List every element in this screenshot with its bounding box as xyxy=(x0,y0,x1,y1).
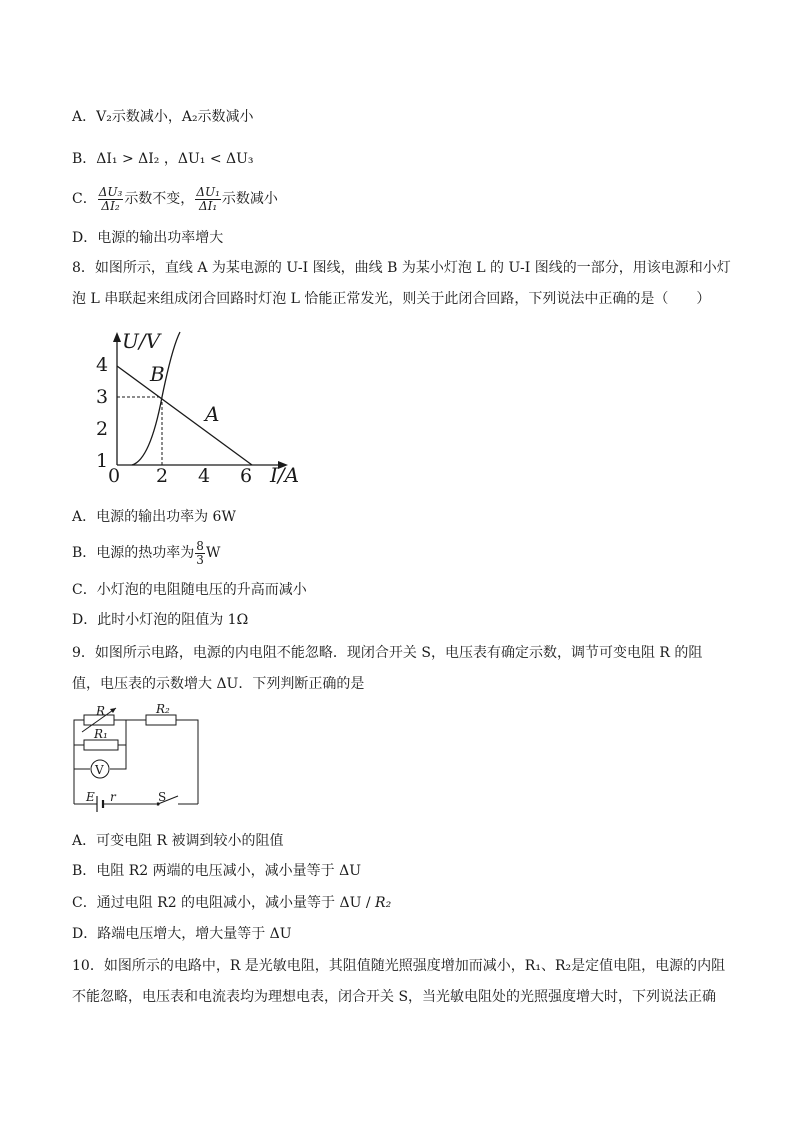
emf-label: E xyxy=(86,790,95,804)
q9-option-c-text: C．通过电阻 R2 的电阻减小，减小量等于 ΔU / xyxy=(72,895,376,911)
voltmeter-label: V xyxy=(95,763,104,777)
q8-option-c: C．小灯泡的电阻随电压的升高而减小 xyxy=(72,582,307,598)
line-a xyxy=(117,366,252,465)
q9-option-c xyxy=(72,894,391,912)
q8-stem-line-1: 8．如图所示，直线 A 为某电源的 U-I 图线，曲线 B 为某小灯泡 L 的 U-I 图线的一部分，用该电源和小灯 xyxy=(72,260,731,276)
q8-option-b-prefix: B．电源的热功率为 xyxy=(72,545,195,561)
internal-resistance-label: r xyxy=(110,790,116,804)
fraction-denominator: ΔI₂ xyxy=(101,198,120,213)
q8-option-b-unit: W xyxy=(205,545,221,561)
fraction-denominator: ΔI₁ xyxy=(199,198,218,213)
q8-option-b xyxy=(72,536,220,570)
resistor-r2 xyxy=(146,715,176,725)
q8-option-b-fraction xyxy=(195,540,205,567)
q10-stem-line-2: 不能忽略，电压表和电流表均为理想电表，闭合开关 S，当光敏电阻处的光照强度增大时，下列说法正确 xyxy=(72,989,717,1005)
x-axis-label: I/A xyxy=(270,463,300,487)
q9-stem-line-2: 值，电压表的示数增大 ΔU．下列判断正确的是 xyxy=(72,676,365,692)
q7-option-b: B．ΔI₁ > ΔI₂ ，ΔU₁ < ΔU₃ xyxy=(72,151,254,167)
q8-option-d: D．此时小灯泡的阻值为 1Ω xyxy=(72,612,249,628)
q7-option-c-mid: 示数不变， xyxy=(124,191,195,207)
fraction-numerator: 8 xyxy=(196,538,204,553)
q10-stem-line-1: 10．如图所示的电路中，R 是光敏电阻，其阻值随光照强度增加而减小，R₁、R₂是定值电阻，电源的内阻 xyxy=(72,958,726,974)
x-tick-label: 0 xyxy=(108,465,121,487)
q7-option-d: D．电源的输出功率增大 xyxy=(72,230,224,246)
y-tick-label: 3 xyxy=(96,386,109,408)
r-label: R xyxy=(96,704,106,718)
q7-option-c-suffix: 示数减小 xyxy=(221,191,278,207)
q9-option-b: B．电阻 R2 两端的电压减小，减小量等于 ΔU xyxy=(72,863,361,879)
y-tick-label: 2 xyxy=(96,418,109,440)
y-tick-label: 1 xyxy=(96,450,109,472)
r2-label: R₂ xyxy=(156,703,170,716)
q9-stem-line-1: 9．如图所示电路，电源的内电阻不能忽略．现闭合开关 S，电压表有确定示数，调节可变电阻 R 的阻 xyxy=(72,645,703,661)
q9-option-c-variable: R₂ xyxy=(375,895,392,911)
fraction-denominator: 3 xyxy=(196,552,204,567)
x-tick-label: 6 xyxy=(240,465,253,487)
fraction-numerator: ΔU₁ xyxy=(196,184,220,199)
q9-option-d: D．路端电压增大，增大量等于 ΔU xyxy=(72,926,292,942)
y-tick-label: 4 xyxy=(96,354,109,376)
q7-option-c-fraction-2 xyxy=(195,186,221,213)
resistor-r1 xyxy=(84,740,118,750)
circuit-wire xyxy=(118,720,126,745)
x-tick-label: 2 xyxy=(156,465,169,487)
fraction-numerator: ΔU₃ xyxy=(98,184,123,199)
switch-label: S xyxy=(158,790,167,804)
r1-label: R₁ xyxy=(94,727,108,741)
q8-ui-graph xyxy=(88,320,348,500)
y-axis-arrow-icon xyxy=(113,332,121,342)
q8-stem-line-2: 泡 L 串联起来组成闭合回路时灯泡 L 恰能正常发光，则关于此闭合回路，下列说法中正确的是（ ） xyxy=(72,291,711,307)
line-a-label: A xyxy=(205,402,220,426)
q7-option-a: A．V₂示数减小，A₂示数减小 xyxy=(72,109,254,125)
q8-option-a: A．电源的输出功率为 6W xyxy=(72,509,236,525)
arrowhead-icon xyxy=(110,708,116,713)
curve-b-label: B xyxy=(150,362,165,386)
y-axis-label: U/V xyxy=(122,329,161,353)
q7-option-c-fraction-1 xyxy=(98,186,124,213)
q7-option-c-prefix: C． xyxy=(72,191,97,207)
q9-option-a: A．可变电阻 R 被调到较小的阻值 xyxy=(72,833,284,849)
q9-circuit-diagram xyxy=(68,703,208,813)
x-tick-label: 4 xyxy=(198,465,211,487)
q7-option-c xyxy=(72,182,278,216)
